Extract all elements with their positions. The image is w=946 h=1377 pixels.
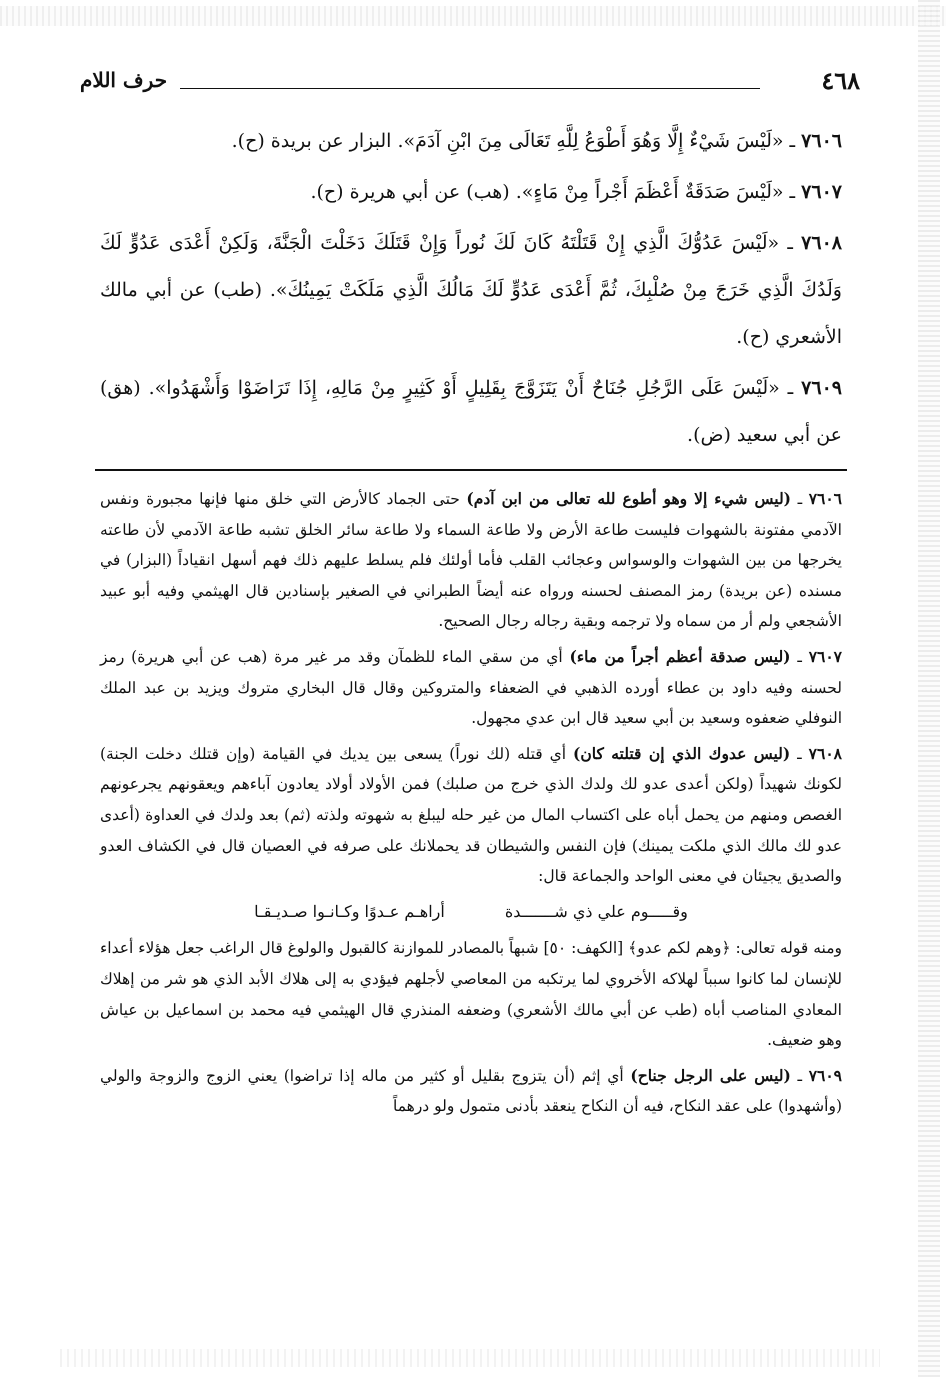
- commentary-number: ٧٦٠٩: [808, 1065, 842, 1085]
- commentary-number: ٧٦٠٦: [808, 489, 842, 508]
- commentary-block: [100, 484, 842, 1127]
- commentary-7609: ٧٦٠٩ ـ (ليس على الرجل جناح) أي إثم (أن يتزوج بقليل أو كثير من ماله إذا تراضوا) يعني الزوج والزوجة والولي (وأشهدوا) على عقد النكاح، فيه أن النكاح ينعقد بأدنى متمول ولو درهماً: [100, 1065, 842, 1116]
- verse-second-hemistich: أراهـم عـدوًا وكـانـوا صـديـقـا: [254, 901, 445, 921]
- commentary-7608: ٧٦٠٨ ـ (ليس عدوك الذي إن قتلته كان) أي قتله (لك نوراً) يسعى بين يديك في القيامة (وإن قتلك دخلت الجنة) لكونك شهيداً (ولكن أعدى عدو لك ولدك الذي خرج من صلبك) فمن الأولاد أولاد يعادون آباءهم ويعقونهم يجرعونهم الغصص ومنهم من يحمل أباه على اكتساب المال من غير حله ليبلغ به شهوته ولذته (ثم) بعد ولدك في العداوة (أعدى عدو لك مالك الذي ملكت يمينك) فإن النفس والشيطان قد يحملانك على صرفه في العصيان قال في الكشاف العدو والصديق يجيئان في معنى الواحد والجماعة قال:: [100, 743, 842, 886]
- hadith-text: «لَيْسَ عَلَى الرَّجُلِ جُنَاحٌ أَنْ يَتَزَوَّجَ بِقَلِيلٍ أَوْ كَثِيرٍ مِنْ مَالِهِ، إِذَا تَرَاضَوْا وَأَشْهَدُوا». (هق) عن أبي سعيد (ض).: [100, 377, 842, 446]
- footnote-divider: [95, 469, 847, 471]
- hadith-number: ٧٦٠٨: [801, 232, 842, 254]
- commentary-text: أي من سقي الماء للظمآن وقد مر غير مرة (هب عن أبي هريرة) رمز لحسنه وفيه داود بن عطاء أورده الذهبي في الضعفاء والمتروكين وقال قال البخاري متروك ويزيد بن عبد الملك النوفلي ضعفوه وسعيد بن أبي سعيد قال ابن عدي مجهول.: [100, 647, 842, 728]
- commentary-text: أي قتله (لك نوراً) يسعى بين يديك في القيامة (وإن قتلك دخلت الجنة) لكونك شهيداً (ولكن أعدى عدو لك ولدك الذي خرج من صلبك) فمن الأولاد أولاد يعادون آباءهم ويعقونهم يجرعونهم الغصص ومنهم من يحمل أباه على اكتساب المال من غير حله ليبلغ به شهوته ولذته (ثم) بعد ولدك في العداوة (أعدى عدو لك مالك الذي ملكت يمينك) فإن النفس والشيطان قد يحملانك على صرفه في العصيان قال في الكشاف العدو والصديق يجيئان في معنى الواحد والجماعة قال:: [100, 744, 842, 886]
- commentary-7607: ٧٦٠٧ ـ (ليس صدقة أعظم أجراً من ماء) أي من سقي الماء للظمآن وقد مر غير مرة (هب عن أبي هريرة) رمز لحسنه وفيه داود بن عطاء أورده الذهبي في الضعفاء والمتروكين وقال قال البخاري متروك ويزيد بن عبد الملك النوفلي ضعفوه وسعيد بن أبي سعيد قال ابن عدي مجهول.: [100, 646, 842, 728]
- hadith-7608: ٧٦٠٨ ـ «لَيْسَ عَدُوُّكَ الَّذِي إِنْ قَتَلْتَهُ كَانَ لَكَ نُوراً وَإِنْ قَتَلَكَ دَخَلْتَ الْجَنَّةَ، وَلَكِنْ أَعْدَى عَدُوٍّ لَكَ وَلَدُكَ الَّذِي خَرَجَ مِنْ صُلْبِكَ، ثُمَّ أَعْدَى عَدُوٍّ لَكَ مَالُكَ الَّذِي مَلَكَتْ يَمِينُكَ». (طب) عن أبي مالك الأشعري (ح).: [100, 232, 842, 348]
- scan-edge-right: [918, 0, 940, 1377]
- hadith-text-block: [100, 118, 842, 463]
- commentary-7606: ٧٦٠٦ ـ (ليس شيء إلا وهو أطوع لله تعالى من ابن آدم) حتى الجماد كالأرض التي خلق منها فإنها مجبورة ونفس الآدمي مفتونة بالشهوات فليست طاعة الأرض ولا طاعة السماء ولا طاعة سائر الخلق تشبه طاعة الآدمي لأن طاعته يخرجها من بين الشهوات والوسواس وعجائب القلب فأما أولئك فلم يسلط عليهم ذلك فهم أسهل انقياداً (البزار) في مسنده (عن بريدة) رمز المصنف لحسنه ورواه عنه أيضاً الطبراني في الصغير بإسنادين قال الهيثمي وفيه أبو عبيد الأشجعي ولم أر من سماه ولا ترجمه وبقية رجاله رجال الصحيح.: [100, 489, 842, 631]
- hadith-number: ٧٦٠٦: [801, 130, 842, 152]
- hadith-text: «لَيْسَ عَدُوُّكَ الَّذِي إِنْ قَتَلْتَهُ كَانَ لَكَ نُوراً وَإِنْ قَتَلَكَ دَخَلْتَ الْجَنَّةَ، وَلَكِنْ أَعْدَى عَدُوٍّ لَكَ وَلَدُكَ الَّذِي خَرَجَ مِنْ صُلْبِكَ، ثُمَّ أَعْدَى عَدُوٍّ لَكَ مَالُكَ الَّذِي مَلَكَتْ يَمِينُكَ». (طب) عن أبي مالك الأشعري (ح).: [100, 232, 842, 348]
- hadith-number: ٧٦٠٧: [801, 181, 842, 203]
- page-header: [80, 62, 860, 102]
- commentary-number: ٧٦٠٨: [808, 743, 842, 763]
- poetry-verse: [100, 897, 842, 928]
- commentary-text: أي إثم (أن يتزوج بقليل أو كثير من ماله إذا تراضوا) يعني الزوج والزوجة والولي (وأشهدوا) على عقد النكاح، فيه أن النكاح ينعقد بأدنى متمول ولو درهماً: [100, 1066, 842, 1116]
- hadith-7606: ٧٦٠٦ ـ «لَيْسَ شَيْءٌ إِلَّا وَهُوَ أَطْوَعُ لِلَّهِ تَعَالَى مِنَ ابْنِ آدَمَ». البزار عن بريدة (ح).: [231, 130, 842, 152]
- page-number: ٤٦٨: [821, 66, 860, 95]
- commentary-text: ومنه قوله تعالى: ﴿وهم لكم عدو﴾ [الكهف: ٥٠] شبهاً بالمصادر للموازنة كالقبول والولوغ قال الراغب جعل هؤلاء أعداء للإنسان لما كانوا سبباً لهلاكه الأخروي لما يرتكبه من المعاصي لأجلهم فيؤدي به إلى هلاك الأبد الذي هو شر من إهلاك المعادي المناصب أباه (طب عن أبي مالك الأشعري) وضعفه المنذري قال الهيثمي فيه محمد بن اسماعيل بن عياش وهو ضعيف.: [100, 939, 842, 1050]
- hadith-number: ٧٦٠٩: [801, 377, 842, 399]
- scan-edge-bottom: [60, 1349, 880, 1367]
- commentary-quote: (ليس على الرجل جناح): [630, 1065, 791, 1085]
- running-title: حرف اللام: [80, 68, 168, 92]
- hadith-7607: ٧٦٠٧ ـ «لَيْسَ صَدَقَةٌ أَعْظَمَ أَجْراً مِنْ مَاءٍ». (هب) عن أبي هريرة (ح).: [310, 181, 842, 203]
- commentary-text: حتى الجماد كالأرض التي خلق منها فإنها مجبورة ونفس الآدمي مفتونة بالشهوات فليست طاعة الأرض ولا طاعة السماء ولا طاعة سائر الخلق تشبه طاعة الآدمي لأن طاعته يخرجها من بين الشهوات والوسواس وعجائب القلب فأما أولئك فلم يسلط عليهم ذلك فهم أسهل انقياداً (البزار) في مسنده (عن بريدة) رمز المصنف لحسنه ورواه عنه أيضاً الطبراني في الصغير بإسنادين قال الهيثمي وفيه أبو عبيد الأشجعي ولم أر من سماه ولا ترجمه وبقية رجاله رجال الصحيح.: [100, 490, 842, 631]
- commentary-number: ٧٦٠٧: [808, 646, 842, 666]
- hadith-text: «لَيْسَ شَيْءٌ إِلَّا وَهُوَ أَطْوَعُ لِلَّهِ تَعَالَى مِنَ ابْنِ آدَمَ». البزار عن بريدة (ح).: [231, 130, 784, 152]
- commentary-7608-continued: [100, 933, 842, 1055]
- commentary-quote: (ليس شيء إلا وهو أطوع لله تعالى من ابن آدم): [466, 489, 792, 508]
- hadith-7609: ٧٦٠٩ ـ «لَيْسَ عَلَى الرَّجُلِ جُنَاحٌ أَنْ يَتَزَوَّجَ بِقَلِيلٍ أَوْ كَثِيرٍ مِنْ مَالِهِ، إِذَا تَرَاضَوْا وَأَشْهَدُوا». (هق) عن أبي سعيد (ض).: [100, 377, 842, 446]
- header-rule: [180, 88, 760, 89]
- scan-edge-top: [0, 6, 946, 26]
- verse-first-hemistich: وقـــــوم علي ذي شـــــــدة: [504, 901, 688, 921]
- hadith-text: «لَيْسَ صَدَقَةٌ أَعْظَمَ أَجْراً مِنْ مَاءٍ». (هب) عن أبي هريرة (ح).: [310, 181, 784, 203]
- commentary-quote: (ليس عدوك الذي إن قتلته كان): [573, 743, 791, 763]
- commentary-quote: (ليس صدقة أعظم أجراً من ماء): [569, 646, 791, 666]
